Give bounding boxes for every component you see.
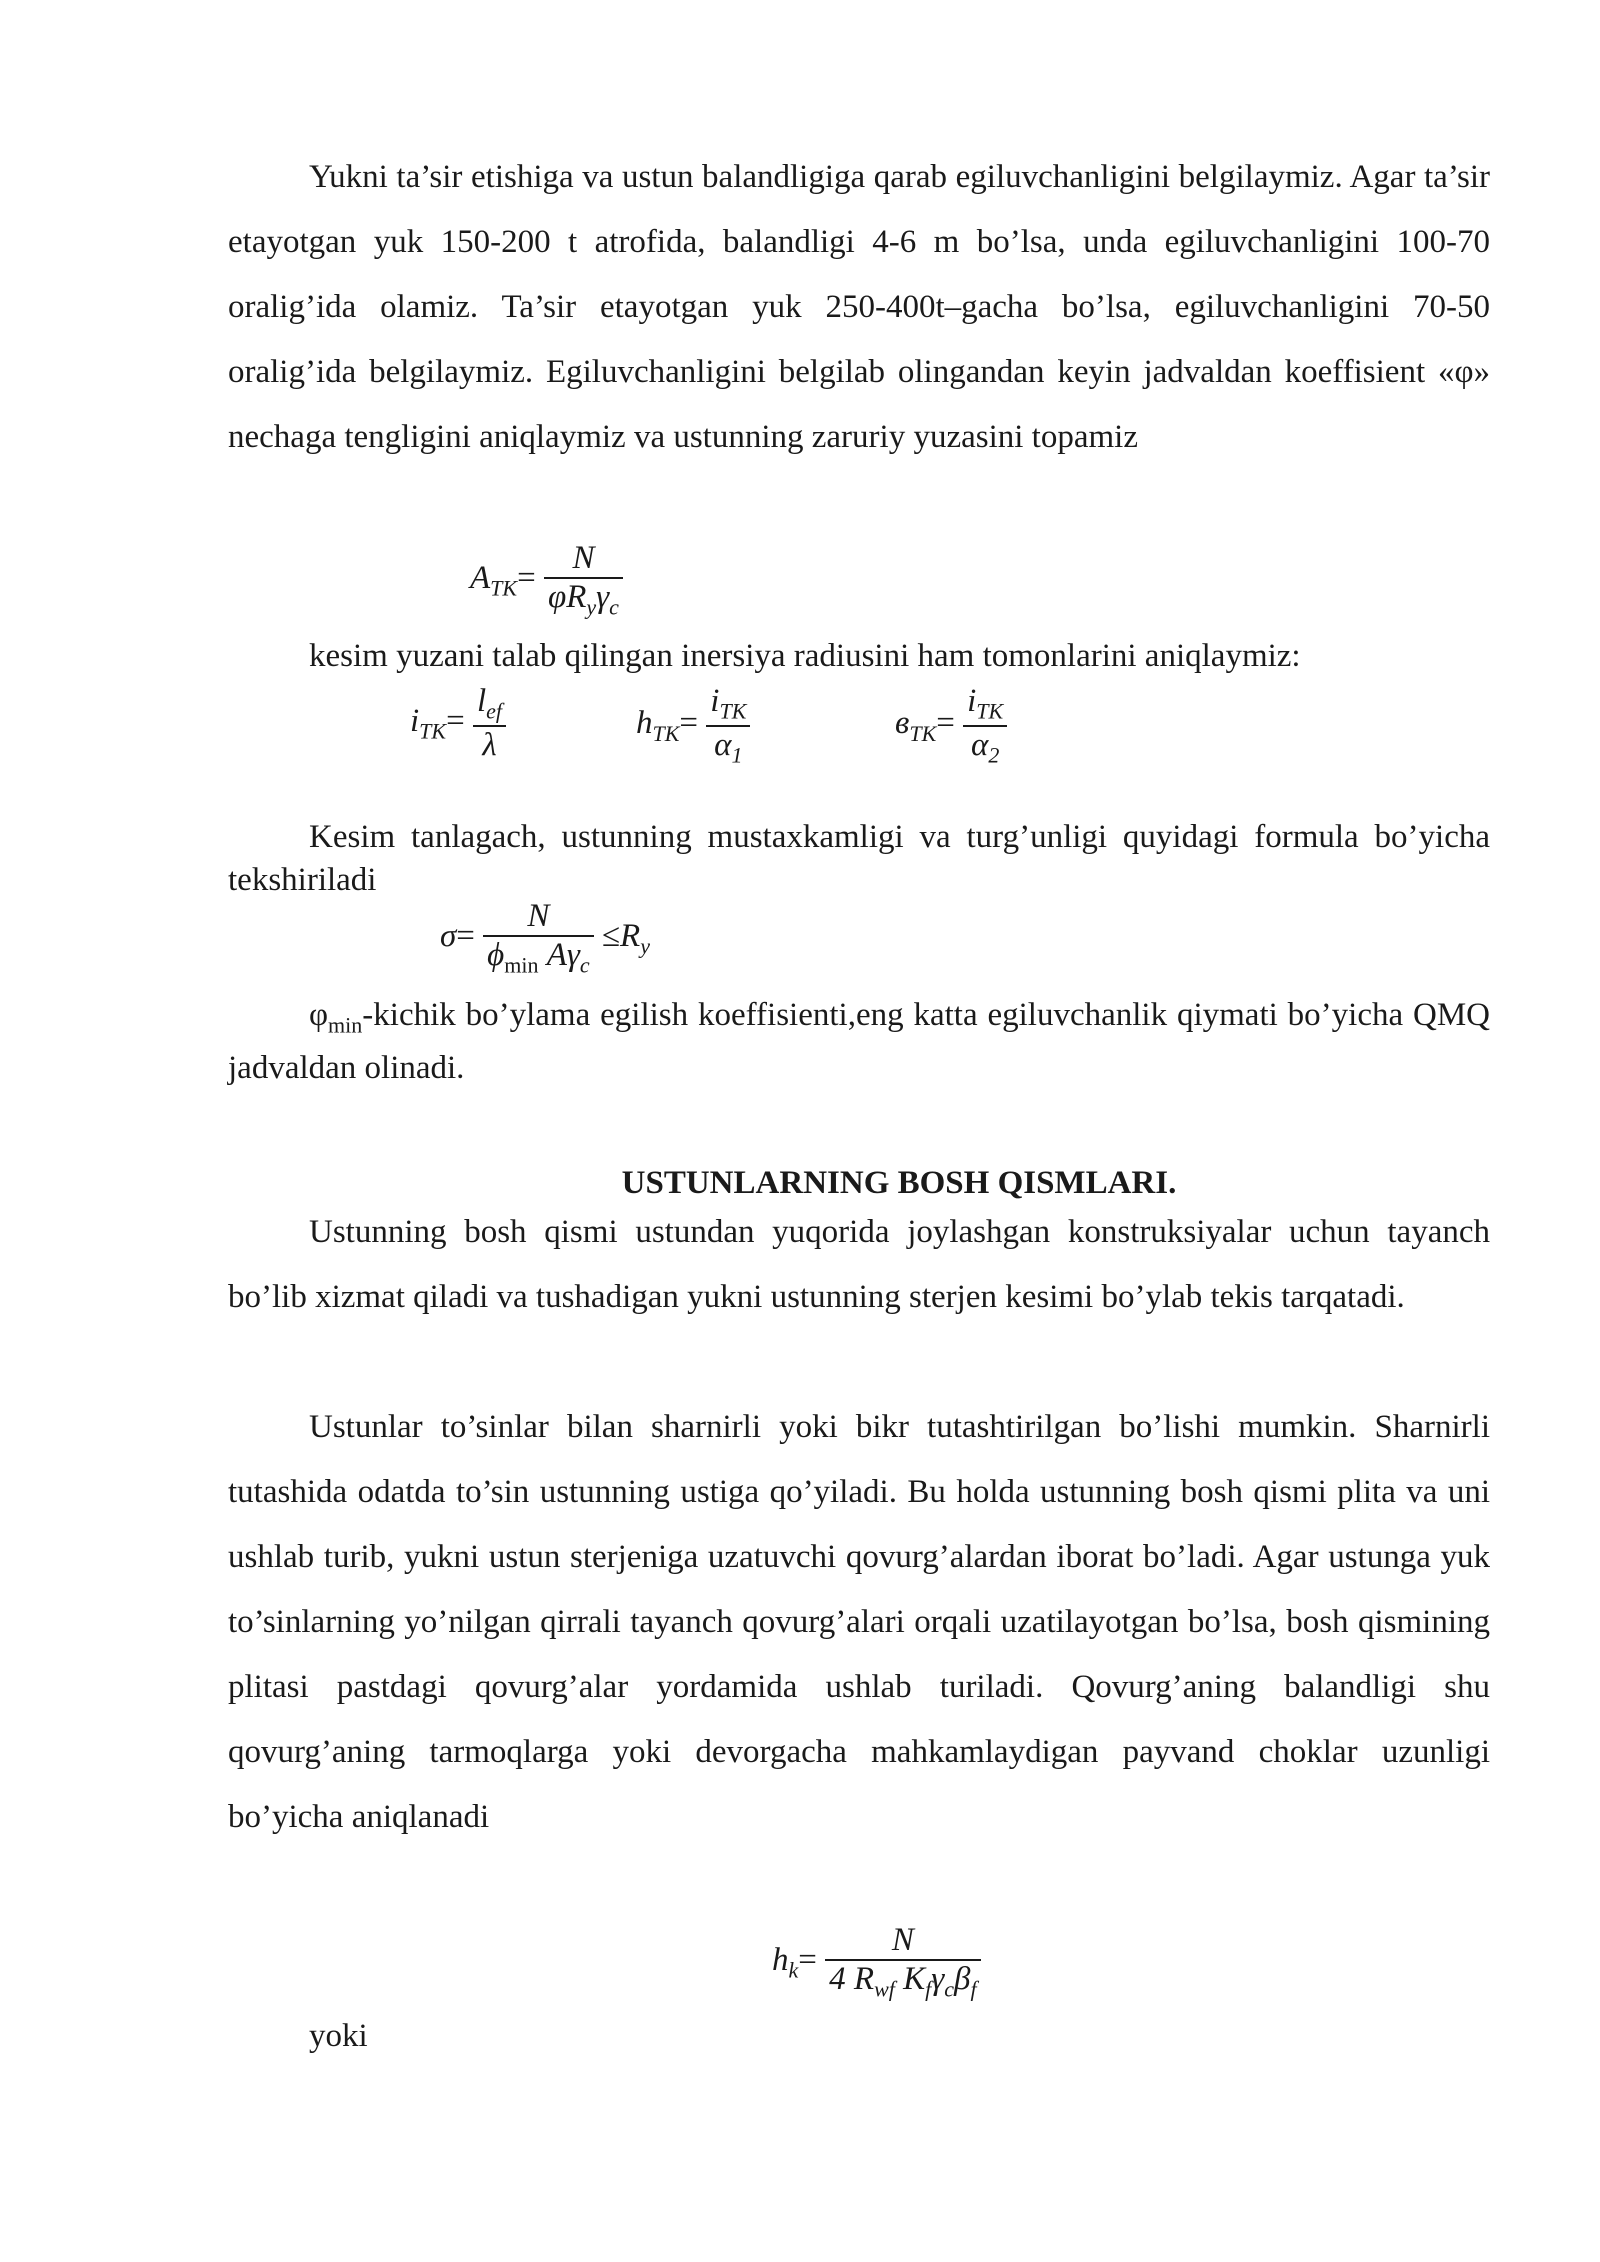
phi-symbol: φ xyxy=(309,997,329,1033)
paragraph-radius: kesim yuzani talab qilingan inersiya radiusini ham tomonlarini aniqlaymiz: xyxy=(309,638,1301,674)
formula-width-b: $в_{TK}=$ $\frac{i_{TK}}{\alpha_2}$ xyxy=(895,683,1007,768)
formula-radius-i: $i_{TK}=$ $\frac{l_{ef}}{\lambda}$ xyxy=(410,683,506,764)
paragraph-or: yoki xyxy=(309,2018,368,2054)
formula-height-h: $h_{TK}=$ $\frac{i_{TK}}{\alpha_1}$ xyxy=(636,683,750,768)
paragraph-head-purpose: Ustunning bosh qismi ustundan yuqorida joylashgan konstruksiyalar uchun tayanch bo’lib xizmat qiladi va tushadigan yukni ustunning sterjen kesimi bo’ylab tekis tarqatadi. xyxy=(228,1214,1490,1315)
formula-required-area: $A_{TK}=$ $\frac{N}{\varphi R_y\gamma_c}$ xyxy=(470,540,623,621)
formula-rib-height: $h_k=$ $\frac{N}{4 R_{wf} K_f\gamma_c\beta_f}$ xyxy=(772,1922,981,2003)
paragraph-check: Kesim tanlagach, ustunning mustaxkamligi va turg’unligi quyidagi formula bo’yicha tekshiriladi xyxy=(228,819,1490,898)
phi-description: -kichik bo’ylama egilish koeffisienti,eng katta egiluvchanlik qiymati bo’yicha QMQ jadvaldan olinadi. xyxy=(228,997,1490,1086)
formula-stress-check: σ= $\frac{N}{\phi_{min} A\gamma_c}$ $\le R_y$ xyxy=(440,898,650,978)
paragraph-slenderness: Yukni ta’sir etishiga va ustun balandligiga qarab egiluvchanligini belgilaymiz. Agar ta’sir etayotgan yuk 150-200 t atrofida, balandligi 4-6 m bo’lsa, unda egiluvchanligini 100-70 oralig’ida olamiz. Ta’sir etayotgan yuk 250-400t–gacha bo’lsa, egiluvchanligini 70-50 oralig’ida belgilaymiz. Egiluvchanligini belgilab olingandan keyin jadvaldan koeffisient «φ» nechaga tengligini aniqlaymiz va ustunning zaruriy yuzasini topamiz xyxy=(228,159,1490,455)
phi-subscript: min xyxy=(328,1012,363,1038)
paragraph-phi-min xyxy=(228,994,1490,1090)
paragraph-connections: Ustunlar to’sinlar bilan sharnirli yoki bikr tutashtirilgan bo’lishi mumkin. Sharnirli tutashida odatda to’sin ustunning ustiga qo’yiladi. Bu holda ustunning bosh qismi plita va uni ushlab turib, yukni ustun sterjeniga uzatuvchi qovurg’alardan iborat bo’ladi. Agar ustunga yuk to’sinlarning yo’nilgan qirrali tayanch qovurg’alari orqali uzatilayotgan bo’lsa, bosh qismining plitasi pastdagi qovurg’alar yordamida ushlab turiladi. Qovurg’aning balandligi shu qovurg’aning tarmoqlarga yoki devorgacha mahkamlaydigan payvand choklar uzunligi bo’yicha aniqlanadi xyxy=(228,1409,1490,1835)
section-heading: USTUNLARNING BOSH QISMLARI. xyxy=(621,1165,1177,1201)
